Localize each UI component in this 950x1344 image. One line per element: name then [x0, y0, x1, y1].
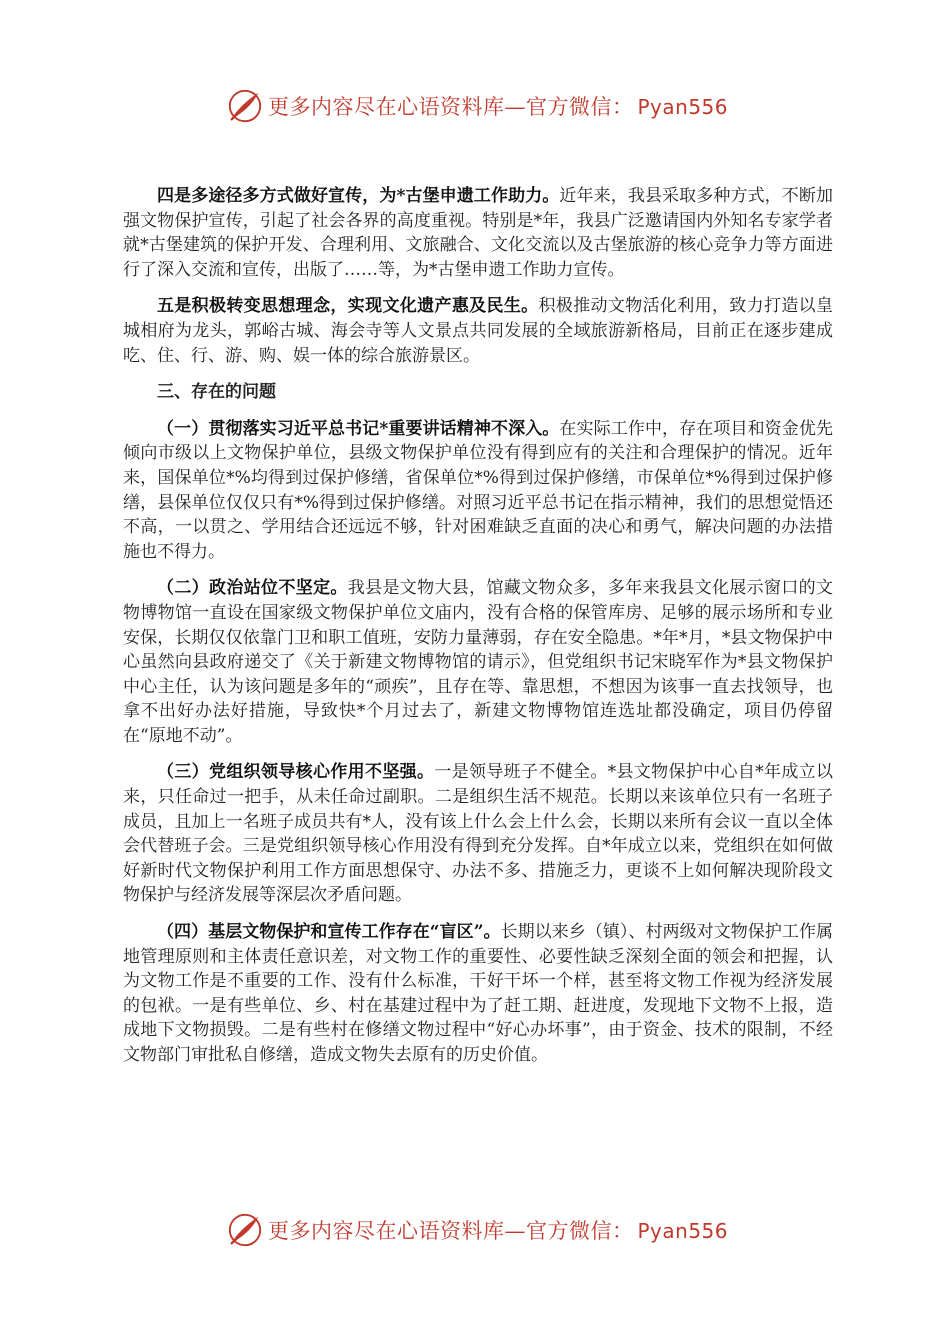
watermark-text: 更多内容尽在心语资料库—官方微信： Pyan556 — [268, 1219, 729, 1243]
issue-body: 我县是文物大县，馆藏文物众多，多年来我县文化展示窗口的文物博物馆一直设在国家级文物保护单位文庙内，没有合格的保管库房、足够的展示场所和专业安保，长期仅仅依靠门卫和职工值班，安防力量薄弱，存在安全隐患。*年*月，*县文物保护中心虽然向县政府递交了《关于新建文物博物馆的请示》，但党组织书记宋晓军作为*县文物保护中心主任，认为该问题是多年的“顽疾”，且存在等、靠思想，不想因为该事一直去找领导，也拿不出好办法好措施，导致快*个月过去了，新建文物博物馆连选址都没确定，项目仍停留在“原地不动”。 — [123, 578, 834, 746]
quill-pen-logo-icon — [226, 1211, 264, 1249]
issue-lead: （三）党组织领导核心作用不坚强。 — [157, 762, 435, 783]
issue-three — [123, 760, 833, 908]
issue-four — [123, 920, 833, 1068]
paragraph-body: 积极推动文物活化利用，致力打造以皇城相府为龙头，郭峪古城、海会寺等人文景点共同发展的全域旅游新格局，目前正在逐步建成吃、住、行、游、购、娱一体的综合旅游景区。 — [123, 296, 834, 366]
issue-lead: （一）贯彻落实习近平总书记*重要讲话精神不深入。 — [157, 418, 560, 439]
issue-body: 一是领导班子不健全。*县文物保护中心自*年成立以来，只任命过一把手，从未任命过副职。二是组织生活不规范。长期以来该单位只有一名班子成员，且加上一名班子成员共有*人，没有该上什么会上什么会，长期以来所有会议一直以全体会代替班子会。三是党组织领导核心作用没有得到充分发挥。自*年成立以来，党组织在如何做好新时代文物保护利用工作方面思想保守、办法不多、措施乏力，更谈不上如何解决现阶段文物保护与经济发展等深层次矛盾问题。 — [123, 762, 834, 906]
wechat-id: Pyan556 — [637, 95, 729, 119]
paragraph-lead: 五是积极转变思想理念，实现文化遗产惠及民生。 — [157, 296, 539, 317]
section-heading: 三、存在的问题 — [157, 382, 276, 403]
paragraph-five — [123, 294, 833, 368]
paragraph-lead: 四是多途径多方式做好宣传，为*古堡申遗工作助力。 — [157, 186, 560, 206]
issue-one — [123, 417, 833, 565]
document-body — [123, 184, 833, 1080]
issue-lead: （四）基层文物保护和宣传工作存在“盲区”。 — [157, 922, 501, 943]
issue-body: 在实际工作中，存在项目和资金优先倾向市级以上文物保护单位，县级文物保护单位没有得到应有的关注和合理保护的情况。近年来，国保单位*%均得到过保护修缮，省保单位*%得到过保护修缮，市保单位*%得到过保护修缮，县保单位仅仅只有*%得到过保护修缮。对照习近平总书记在指示精神，我们的思想觉悟还不高，一以贯之、学用结合还远远不够，针对困难缺乏直面的决心和勇气，解决问题的办法措施也不得力。 — [123, 418, 834, 562]
issue-two — [123, 576, 833, 748]
issue-lead: （二）政治站位不坚定。 — [157, 578, 348, 599]
watermark-group — [226, 86, 728, 126]
paragraph-body: 近年来，我县采取多种方式，不断加强文物保护宣传，引起了社会各界的高度重视。特别是*年，我县广泛邀请国内外知名专家学者就*古堡建筑的保护开发、合理利用、文旅融合、文化交流以及古堡旅游的核心竞争力等方面进行了深入交流和宣传，出版了……等，为*古堡申遗工作助力宣传。 — [123, 186, 834, 280]
watermark-text: 更多内容尽在心语资料库—官方微信： Pyan556 — [268, 95, 729, 119]
paragraph-four — [123, 184, 833, 282]
wechat-id: Pyan556 — [637, 1219, 729, 1243]
footer-watermark — [0, 1210, 950, 1250]
watermark-group — [226, 1210, 728, 1250]
quill-pen-logo-icon — [226, 87, 264, 125]
header-watermark — [0, 86, 950, 126]
issue-body: 长期以来乡（镇）、村两级对文物保护工作属地管理原则和主体责任意识差，对文物工作的重要性、必要性缺乏深刻全面的领会和把握，认为文物工作是不重要的工作、没有什么标准，干好干坏一个样，甚至将文物工作视为经济发展的包袱。一是有些单位、乡、村在基建过程中为了赶工期、赶进度，发现地下文物不上报，造成地下文物损毁。二是有些村在修缮文物过程中“好心办坏事”，由于资金、技术的限制，不经文物部门审批私自修缮，造成文物失去原有的历史价值。 — [123, 922, 833, 1065]
